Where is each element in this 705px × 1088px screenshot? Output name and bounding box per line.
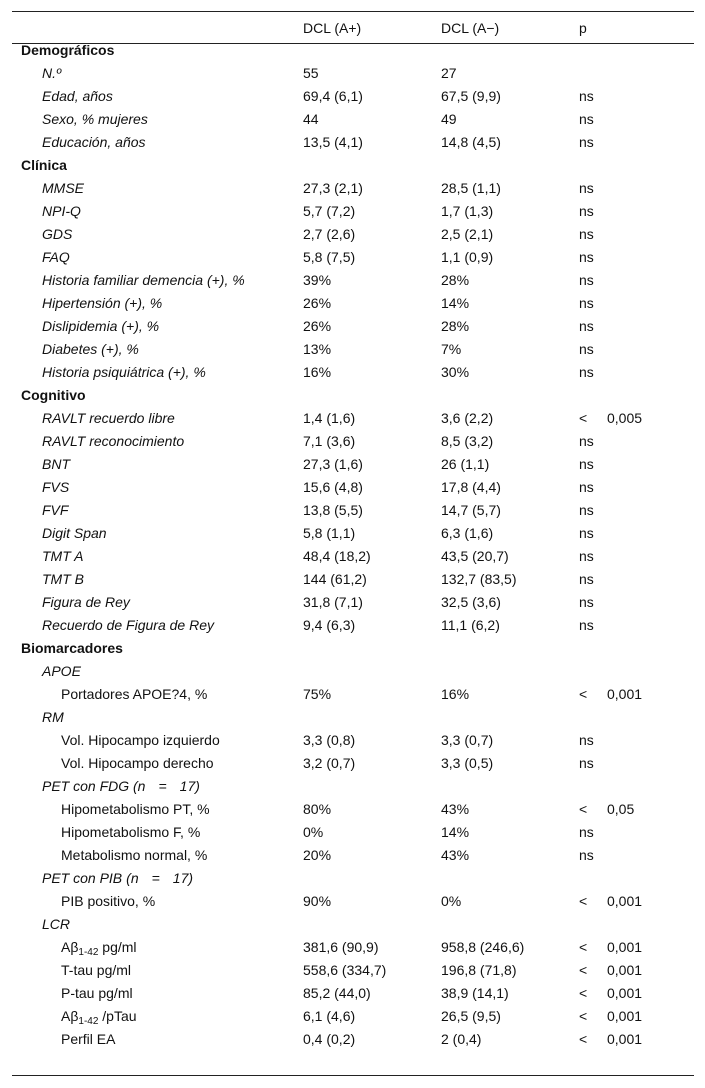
empty-cell	[579, 775, 694, 798]
table-row	[12, 315, 694, 338]
results-table	[12, 17, 694, 1051]
empty-cell	[441, 637, 579, 660]
row-label: PIB positivo, %	[61, 893, 156, 909]
row-label: Portadores APOE?4, %	[61, 686, 208, 702]
p-less-than: <	[579, 801, 588, 817]
empty-cell	[441, 867, 579, 890]
row-label: Dislipidemia (+), %	[42, 318, 160, 334]
row-label: Historia familiar demencia (+), %	[42, 272, 245, 288]
label-prefix: Aβ	[61, 1008, 79, 1024]
p-value-cell	[579, 407, 694, 430]
p-less-than: <	[579, 893, 588, 909]
header-label-cell	[12, 17, 303, 39]
p-value-cell: ns	[579, 755, 594, 771]
value-dcl-a-minus: 43%	[441, 801, 470, 817]
p-value-cell: ns	[579, 594, 594, 610]
header-dcl-a-minus: DCL (A−)	[441, 20, 500, 36]
empty-cell	[303, 706, 441, 729]
p-value-cell	[579, 890, 694, 913]
value-dcl-a-minus: 43%	[441, 847, 470, 863]
p-less-than: <	[579, 410, 588, 426]
value-dcl-a-minus: 26,5 (9,5)	[441, 1008, 501, 1024]
value-dcl-a-plus: 80%	[303, 801, 332, 817]
top-rule	[12, 11, 694, 12]
value-dcl-a-plus: 9,4 (6,3)	[303, 617, 356, 633]
row-label: Metabolismo normal, %	[61, 847, 208, 863]
value-dcl-a-plus: 26%	[303, 318, 332, 334]
empty-cell	[441, 39, 579, 62]
empty-cell	[441, 660, 579, 683]
value-dcl-a-minus: 14%	[441, 295, 470, 311]
table-row	[12, 614, 694, 637]
value-dcl-a-plus: 3,3 (0,8)	[303, 732, 356, 748]
row-label: Digit Span	[42, 525, 107, 541]
value-dcl-a-minus: 958,8 (246,6)	[441, 939, 525, 955]
table-row	[12, 568, 694, 591]
row-label: FVS	[42, 479, 70, 495]
p-value	[579, 1028, 642, 1051]
value-dcl-a-plus: 20%	[303, 847, 332, 863]
p-value-cell	[579, 1028, 694, 1051]
value-dcl-a-minus: 3,3 (0,7)	[441, 732, 494, 748]
table-row	[12, 476, 694, 499]
row-label: Diabetes (+), %	[42, 341, 139, 357]
value-dcl-a-minus: 26 (1,1)	[441, 456, 490, 472]
table-row	[12, 591, 694, 614]
table-row	[12, 683, 694, 706]
value-dcl-a-plus: 6,1 (4,6)	[303, 1008, 356, 1024]
p-value-cell	[579, 959, 694, 982]
subgroup-title: RM	[42, 709, 64, 725]
label-prefix: Aβ	[61, 939, 79, 955]
value-dcl-a-plus: 7,1 (3,6)	[303, 433, 356, 449]
p-value-cell: ns	[579, 111, 594, 127]
table-row	[12, 177, 694, 200]
table-row	[12, 522, 694, 545]
value-dcl-a-plus: 3,2 (0,7)	[303, 755, 356, 771]
subgroup-row	[12, 867, 694, 890]
p-value-cell: ns	[579, 548, 594, 564]
p-number: 0,001	[607, 1008, 643, 1024]
row-label: Educación, años	[42, 134, 146, 150]
subgroup-title: APOE	[42, 663, 81, 679]
value-dcl-a-minus: 6,3 (1,6)	[441, 525, 494, 541]
value-dcl-a-plus: 144 (61,2)	[303, 571, 367, 587]
section-title: Cognitivo	[21, 387, 86, 403]
section-title: Clínica	[21, 157, 67, 173]
p-value-cell: ns	[579, 88, 594, 104]
table-row	[12, 729, 694, 752]
value-dcl-a-plus: 0%	[303, 824, 324, 840]
value-dcl-a-plus: 13%	[303, 341, 332, 357]
section-row	[12, 637, 694, 660]
empty-cell	[579, 867, 694, 890]
value-dcl-a-minus: 14,8 (4,5)	[441, 134, 501, 150]
value-dcl-a-plus: 39%	[303, 272, 332, 288]
row-label	[12, 936, 303, 959]
table-row	[12, 1005, 694, 1028]
label-subscript: 1-42	[78, 1016, 99, 1027]
pib-title-equals: =	[151, 870, 160, 886]
label-suffix: pg/ml	[98, 939, 137, 955]
row-label: MMSE	[42, 180, 84, 196]
empty-cell	[303, 637, 441, 660]
value-dcl-a-plus: 5,8 (7,5)	[303, 249, 356, 265]
empty-cell	[303, 913, 441, 936]
value-dcl-a-minus: 0%	[441, 893, 462, 909]
value-dcl-a-minus: 38,9 (14,1)	[441, 985, 509, 1001]
empty-cell	[579, 637, 694, 660]
row-label: NPI-Q	[42, 203, 81, 219]
value-dcl-a-minus: 67,5 (9,9)	[441, 88, 501, 104]
p-value-cell: ns	[579, 249, 594, 265]
p-value-cell	[579, 1005, 694, 1028]
table-row	[12, 982, 694, 1005]
value-dcl-a-minus: 1,7 (1,3)	[441, 203, 494, 219]
row-label: FVF	[42, 502, 69, 518]
row-label: Vol. Hipocampo derecho	[61, 755, 214, 771]
value-dcl-a-plus: 1,4 (1,6)	[303, 410, 356, 426]
value-dcl-a-plus: 16%	[303, 364, 332, 380]
pib-title-n: (n	[126, 870, 139, 886]
p-number: 0,001	[607, 985, 643, 1001]
p-number: 0,001	[607, 939, 643, 955]
row-label: Hipertensión (+), %	[42, 295, 163, 311]
p-number: 0,005	[607, 410, 643, 426]
fdg-title-equals: =	[158, 778, 167, 794]
table-row	[12, 959, 694, 982]
label-subscript: 1-42	[78, 947, 99, 958]
table-row	[12, 361, 694, 384]
pib-title-number: 17)	[172, 870, 194, 886]
row-label: RAVLT recuerdo libre	[42, 410, 175, 426]
value-dcl-a-plus: 48,4 (18,2)	[303, 548, 371, 564]
table-row	[12, 292, 694, 315]
p-less-than: <	[579, 1031, 588, 1047]
row-label: BNT	[42, 456, 70, 472]
p-value-cell: ns	[579, 341, 594, 357]
p-value	[579, 959, 642, 982]
p-value-cell: ns	[579, 180, 594, 196]
p-value-cell: ns	[579, 272, 594, 288]
p-less-than: <	[579, 1008, 588, 1024]
row-label	[12, 1005, 303, 1028]
table-row	[12, 453, 694, 476]
p-number: 0,001	[607, 893, 643, 909]
p-value-cell: ns	[579, 847, 594, 863]
row-label: GDS	[42, 226, 73, 242]
p-value-cell: ns	[579, 226, 594, 242]
row-label: TMT A	[42, 548, 84, 564]
section-row	[12, 154, 694, 177]
value-dcl-a-minus: 43,5 (20,7)	[441, 548, 509, 564]
value-dcl-a-minus: 28%	[441, 272, 470, 288]
value-dcl-a-plus: 13,8 (5,5)	[303, 502, 363, 518]
value-dcl-a-minus: 28%	[441, 318, 470, 334]
p-value-cell	[579, 62, 694, 85]
p-value-cell	[579, 798, 694, 821]
empty-cell	[579, 154, 694, 177]
table-row	[12, 407, 694, 430]
value-dcl-a-minus: 14,7 (5,7)	[441, 502, 501, 518]
value-dcl-a-plus: 5,7 (7,2)	[303, 203, 356, 219]
value-dcl-a-minus: 2 (0,4)	[441, 1031, 482, 1047]
row-label: Hipometabolismo PT, %	[61, 801, 210, 817]
row-label: Perfil EA	[61, 1031, 116, 1047]
row-label: Recuerdo de Figura de Rey	[42, 617, 214, 633]
row-label: P-tau pg/ml	[61, 985, 133, 1001]
value-dcl-a-plus: 55	[303, 65, 319, 81]
value-dcl-a-minus: 49	[441, 111, 457, 127]
value-dcl-a-plus: 0,4 (0,2)	[303, 1031, 356, 1047]
row-label: Hipometabolismo F, %	[61, 824, 201, 840]
p-value	[579, 890, 642, 913]
p-value-cell: ns	[579, 571, 594, 587]
table-row	[12, 131, 694, 154]
value-dcl-a-plus: 44	[303, 111, 319, 127]
p-value-cell: ns	[579, 203, 594, 219]
p-number: 0,001	[607, 962, 643, 978]
value-dcl-a-minus: 17,8 (4,4)	[441, 479, 501, 495]
table-row	[12, 430, 694, 453]
p-value	[579, 683, 642, 706]
p-value-cell	[579, 982, 694, 1005]
row-label: TMT B	[42, 571, 84, 587]
value-dcl-a-plus: 85,2 (44,0)	[303, 985, 371, 1001]
value-dcl-a-plus: 15,6 (4,8)	[303, 479, 363, 495]
subgroup-row	[12, 913, 694, 936]
row-label: RAVLT reconocimiento	[42, 433, 185, 449]
value-dcl-a-plus: 69,4 (6,1)	[303, 88, 363, 104]
section-row	[12, 384, 694, 407]
empty-cell	[303, 39, 441, 62]
table-row	[12, 62, 694, 85]
value-dcl-a-minus: 14%	[441, 824, 470, 840]
empty-cell	[303, 384, 441, 407]
value-dcl-a-plus: 5,8 (1,1)	[303, 525, 356, 541]
p-value	[579, 982, 642, 1005]
table-row	[12, 338, 694, 361]
p-value	[579, 798, 634, 821]
p-value-cell: ns	[579, 617, 594, 633]
label-suffix: /pTau	[98, 1008, 137, 1024]
p-less-than: <	[579, 962, 588, 978]
p-less-than: <	[579, 985, 588, 1001]
p-number: 0,001	[607, 686, 643, 702]
table-row	[12, 1028, 694, 1051]
table-row	[12, 844, 694, 867]
row-label: Sexo, % mujeres	[42, 111, 148, 127]
value-dcl-a-plus: 13,5 (4,1)	[303, 134, 363, 150]
bottom-rule	[12, 1075, 694, 1076]
fdg-title-number: 17)	[179, 778, 200, 794]
row-label: Figura de Rey	[42, 594, 130, 610]
value-dcl-a-plus: 31,8 (7,1)	[303, 594, 363, 610]
empty-cell	[441, 706, 579, 729]
empty-cell	[579, 384, 694, 407]
table-row	[12, 821, 694, 844]
header-dcl-a-plus: DCL (A+)	[303, 20, 362, 36]
p-value	[579, 1005, 642, 1028]
table-row	[12, 890, 694, 913]
value-dcl-a-minus: 11,1 (6,2)	[441, 617, 500, 633]
value-dcl-a-minus: 132,7 (83,5)	[441, 571, 517, 587]
table-row	[12, 108, 694, 131]
empty-cell	[441, 775, 579, 798]
p-less-than: <	[579, 939, 588, 955]
table-row	[12, 752, 694, 775]
table-row	[12, 499, 694, 522]
p-number: 0,001	[607, 1031, 643, 1047]
empty-cell	[441, 913, 579, 936]
p-value-cell: ns	[579, 456, 594, 472]
table-row	[12, 85, 694, 108]
p-value-cell: ns	[579, 318, 594, 334]
value-dcl-a-minus: 7%	[441, 341, 462, 357]
value-dcl-a-minus: 1,1 (0,9)	[441, 249, 494, 265]
p-value	[579, 936, 642, 959]
row-label: T-tau pg/ml	[61, 962, 132, 978]
row-label: Historia psiquiátrica (+), %	[42, 364, 206, 380]
value-dcl-a-plus: 381,6 (90,9)	[303, 939, 379, 955]
subgroup-row	[12, 706, 694, 729]
section-title: Demográficos	[21, 42, 115, 58]
value-dcl-a-minus: 16%	[441, 686, 470, 702]
value-dcl-a-plus: 90%	[303, 893, 332, 909]
row-label: Vol. Hipocampo izquierdo	[61, 732, 220, 748]
empty-cell	[441, 384, 579, 407]
row-label: N.º	[42, 65, 62, 81]
value-dcl-a-minus: 30%	[441, 364, 470, 380]
p-value-cell: ns	[579, 134, 594, 150]
empty-cell	[303, 660, 441, 683]
p-value-cell: ns	[579, 433, 594, 449]
row-label: FAQ	[42, 249, 70, 265]
empty-cell	[303, 775, 441, 798]
value-dcl-a-minus: 3,6 (2,2)	[441, 410, 494, 426]
table-row	[12, 545, 694, 568]
subgroup-title	[12, 775, 303, 798]
p-value-cell	[579, 683, 694, 706]
empty-cell	[303, 154, 441, 177]
empty-cell	[441, 154, 579, 177]
subgroup-title: LCR	[42, 916, 71, 932]
value-dcl-a-minus: 196,8 (71,8)	[441, 962, 517, 978]
empty-cell	[579, 39, 694, 62]
empty-cell	[303, 867, 441, 890]
value-dcl-a-plus: 27,3 (2,1)	[303, 180, 363, 196]
value-dcl-a-minus: 8,5 (3,2)	[441, 433, 494, 449]
p-value-cell: ns	[579, 732, 594, 748]
p-value-cell	[579, 936, 694, 959]
value-dcl-a-minus: 28,5 (1,1)	[441, 180, 501, 196]
table-header-row	[12, 17, 694, 39]
table-row	[12, 200, 694, 223]
table-row	[12, 798, 694, 821]
p-value-cell: ns	[579, 479, 594, 495]
section-row	[12, 39, 694, 62]
table-row	[12, 223, 694, 246]
value-dcl-a-plus: 2,7 (2,6)	[303, 226, 356, 242]
p-value-cell: ns	[579, 295, 594, 311]
table-row	[12, 936, 694, 959]
p-value	[579, 407, 642, 430]
value-dcl-a-minus: 32,5 (3,6)	[441, 594, 501, 610]
row-label: Edad, años	[42, 88, 113, 104]
table-row	[12, 269, 694, 292]
empty-cell	[579, 913, 694, 936]
p-less-than: <	[579, 686, 588, 702]
value-dcl-a-plus: 27,3 (1,6)	[303, 456, 363, 472]
value-dcl-a-plus: 75%	[303, 686, 332, 702]
p-number: 0,05	[607, 801, 635, 817]
section-title: Biomarcadores	[21, 640, 123, 656]
subgroup-row	[12, 660, 694, 683]
p-value-cell: ns	[579, 364, 594, 380]
value-dcl-a-minus: 27	[441, 65, 457, 81]
value-dcl-a-minus: 3,3 (0,5)	[441, 755, 494, 771]
pib-title-prefix: PET con PIB	[42, 870, 123, 886]
table-row	[12, 246, 694, 269]
value-dcl-a-plus: 558,6 (334,7)	[303, 962, 387, 978]
value-dcl-a-minus: 2,5 (2,1)	[441, 226, 494, 242]
subgroup-title	[12, 867, 303, 890]
empty-cell	[579, 660, 694, 683]
value-dcl-a-plus: 26%	[303, 295, 332, 311]
p-value-cell: ns	[579, 502, 594, 518]
p-value-cell: ns	[579, 525, 594, 541]
p-value-cell: ns	[579, 824, 594, 840]
empty-cell	[579, 706, 694, 729]
subgroup-row	[12, 775, 694, 798]
fdg-title-prefix: PET con FDG (n	[42, 778, 146, 794]
header-p-value: p	[579, 20, 587, 36]
